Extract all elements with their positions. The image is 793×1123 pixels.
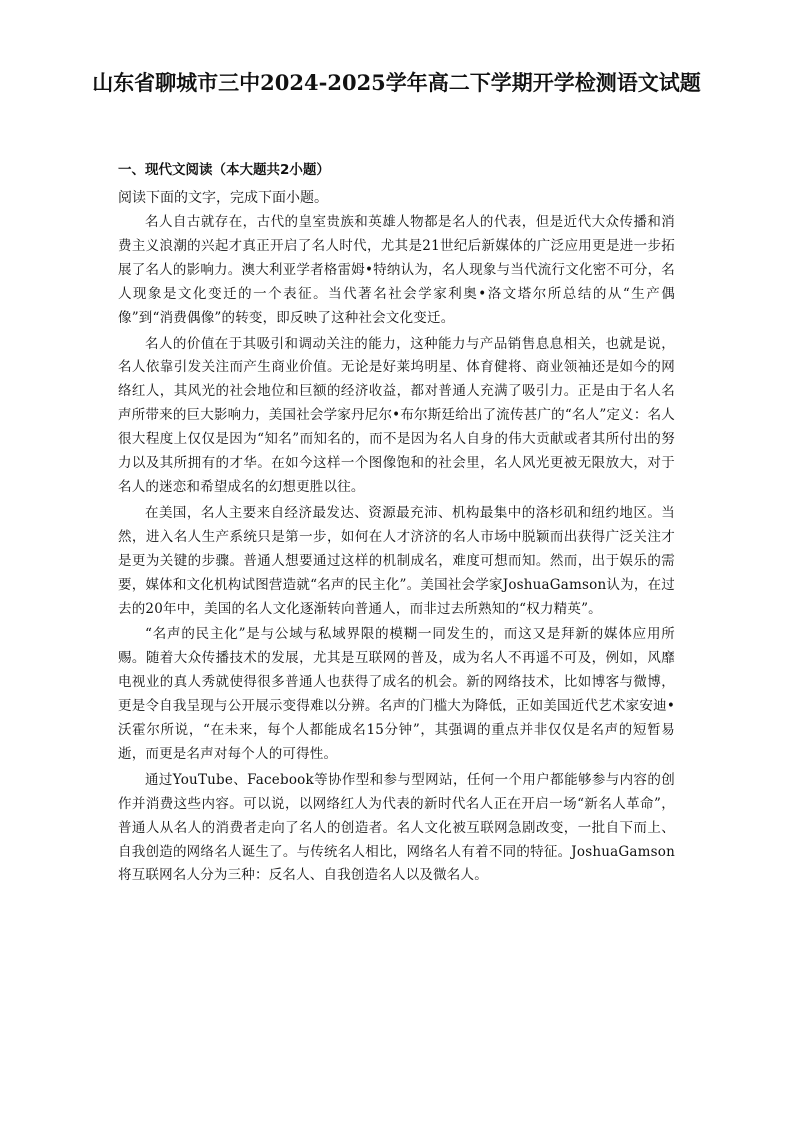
- paragraph-1: 名人自古就存在，古代的皇室贵族和英雄人物都是名人的代表，但是近代大众传播和消费主义浪潮的兴起才真正开启了名人时代，尤其是21世纪后新媒体的广泛应用更是进一步拓展了名人的影响力。澳大利亚学者格雷姆•特纳认为，名人现象与当代流行文化密不可分，名人现象是文化变迁的一个表征。当代著名社会学家利奥•洛文塔尔所总结的从“生产偶像”到“消费偶像”的转变，即反映了这种社会文化变迁。: [118, 214, 675, 326]
- paragraph-4: “名声的民主化”是与公域与私域界限的模糊一同发生的，而这又是拜新的媒体应用所赐。随着大众传播技术的发展，尤其是互联网的普及，成为名人不再遥不可及，例如，风靡电视业的真人秀就使得很多普通人也获得了成名的机会。新的网络技术，比如博客与微博，更是令自我呈现与公开展示变得难以分辨。名声的门槛大为降低，正如美国近代艺术家安迪•沃霍尔所说，“在未来，每个人都能成名15分钟”，其强调的重点并非仅仅是名声的短暂易逝，而更是名声对每个人的可得性。: [118, 626, 675, 762]
- exam-title: 山东省聊城市三中2024-2025学年高二下学期开学检测语文试题: [92, 70, 701, 95]
- paragraph-5: 通过YouTube、Facebook等协作型和参与型网站，任何一个用户都能够参与内容的创作并消费这些内容。可以说，以网络红人为代表的新时代名人正在开启一场“新名人革命”，普通人从名人的消费者走向了名人的创造者。名人文化被互联网急剧改变，一批自下而上、自我创造的网络名人诞生了。与传统名人相比，网络名人有着不同的特征。JoshuaGamson将互联网名人分为三种：反名人、自我创造名人以及微名人。: [118, 771, 675, 884]
- reading-passage: [118, 211, 675, 890]
- paragraph-2: 名人的价值在于其吸引和调动关注的能力，这种能力与产品销售息息相关，也就是说，名人依靠引发关注而产生商业价值。无论是好莱坞明星、体育健将、商业领袖还是如今的网络红人，其风光的社会地位和巨额的经济收益，都对普通人充满了吸引力。正是由于名人名声所带来的巨大影响力，美国社会学家丹尼尔•布尔斯廷给出了流传甚广的“名人”定义：名人很大程度上仅仅是因为“知名”而知名的，而不是因为名人自身的伟大贡献或者其所付出的努力以及其所拥有的才华。在如今这样一个图像饱和的社会里，名人风光更被无限放大，对于名人的迷恋和希望成名的幻想更胜以往。: [118, 335, 675, 495]
- paragraph-3: 在美国，名人主要来自经济最发达、资源最充沛、机构最集中的洛杉矶和纽约地区。当然，进入名人生产系统只是第一步，如何在人才济济的名人市场中脱颖而出获得广泛关注才是更为关键的步骤。普通人想要通过这样的机制成名，难度可想而知。然而，出于娱乐的需要，媒体和文化机构试图营造就“名声的民主化”。美国社会学家JoshuaGamson认为，在过去的20年中，美国的名人文化逐渐转向普通人，而非过去所熟知的“权力精英”。: [118, 504, 675, 617]
- section-heading: 一、现代文阅读（本大题共2小题）: [118, 162, 330, 178]
- reading-instruction: 阅读下面的文字，完成下面小题。: [118, 190, 328, 206]
